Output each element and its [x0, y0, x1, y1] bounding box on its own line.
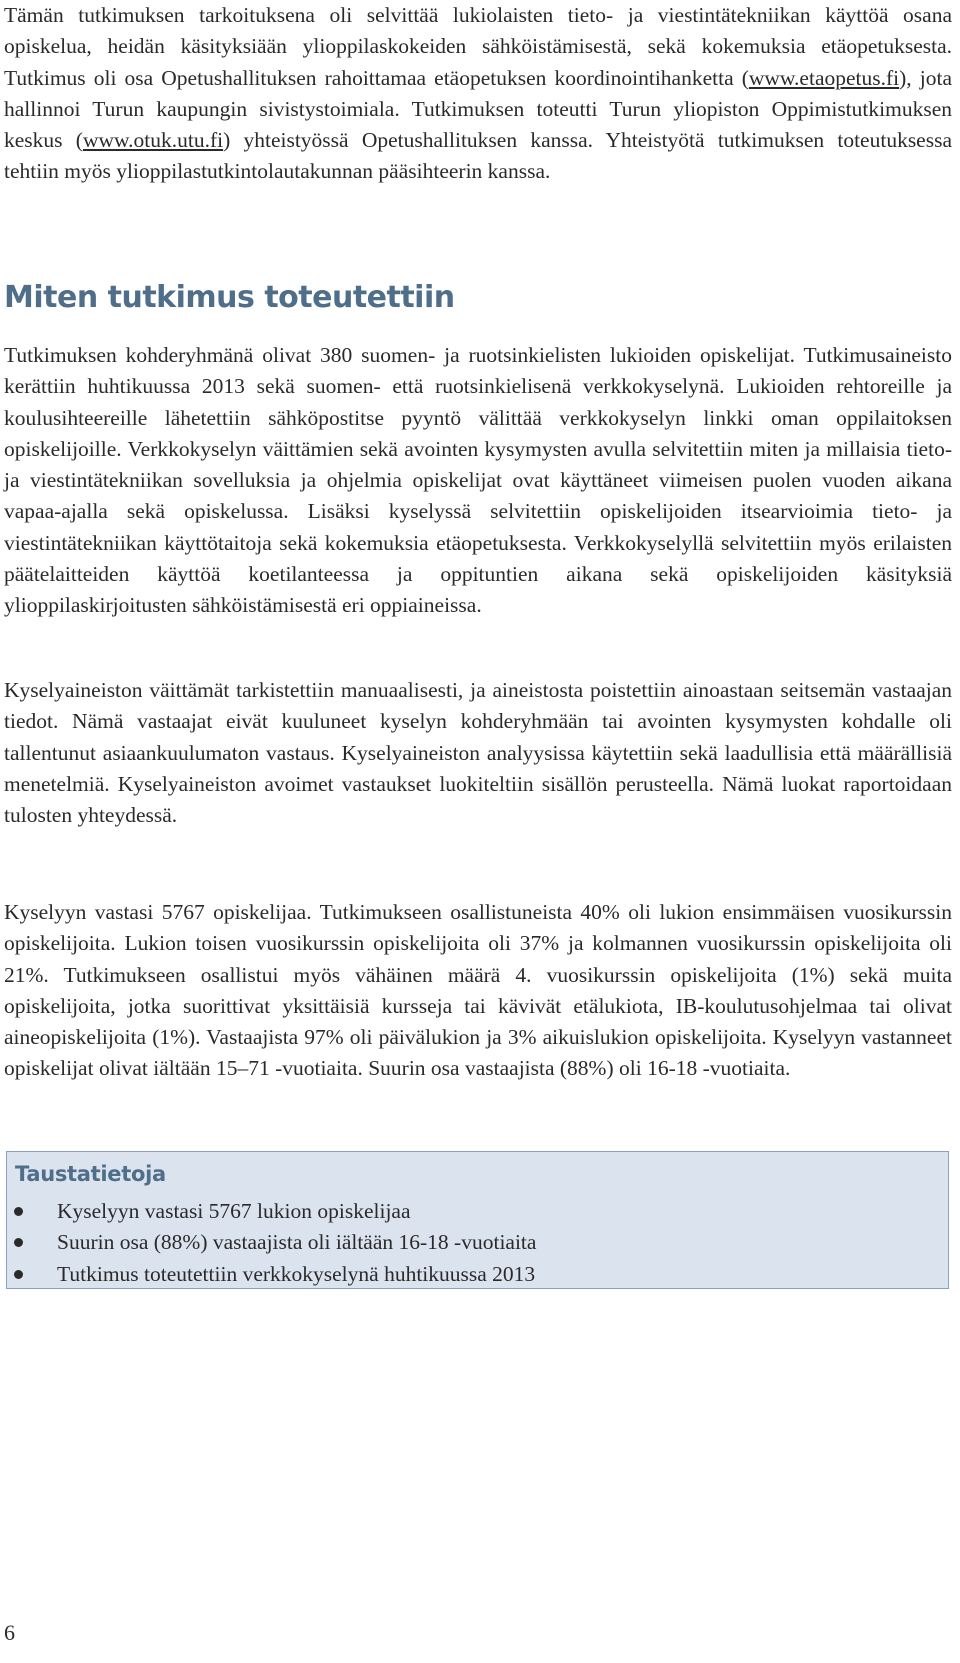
- page-number: 6: [4, 1620, 15, 1645]
- bullet-icon: [14, 1270, 23, 1279]
- intro-paragraph: [4, 0, 952, 188]
- bullet-icon: [14, 1207, 23, 1216]
- section-heading: Miten tutkimus toteutettiin: [4, 280, 455, 315]
- bullet-icon: [14, 1238, 23, 1247]
- intro-text-part2: ), jota hallinnoi Turun kaupungin sivistystoimiala. Tutkimuksen toteutti Turun yliopiston Oppimistutkimuksen keskus (: [4, 65, 952, 153]
- intro-text-part1: Tämän tutkimuksen tarkoituksena oli selvittää lukiolaisten tieto- ja viestintätekniikan käyttöä osana opiskelua, heidän käsityksiään ylioppilaskokeiden sähköistämisestä, sekä kokemuksia etäopetuksesta. Tutkimus oli osa Opetushallituksen rahoittamaa etäopetuksen koordinointihanketta (: [4, 3, 952, 90]
- background-info-box: [6, 1151, 949, 1289]
- etaopetus-link[interactable]: www.etaopetus.fi: [748, 65, 900, 90]
- otuk-link[interactable]: www.otuk.utu.fi: [82, 128, 224, 153]
- list-item-text: Suurin osa (88%) vastaajista oli iältään 16-18 -vuotiaita: [57, 1230, 537, 1255]
- list-item-text: Kyselyyn vastasi 5767 lukion opiskelijaa: [57, 1199, 411, 1223]
- method-paragraph-3: Kyselyyn vastasi 5767 opiskelijaa. Tutkimukseen osallistuneista 40% oli lukion ensimmäisen vuosikurssin opiskelijoita. Lukion toisen vuosikurssin opiskelijoita oli 37% ja kolmannen vuosikurssin opiskelijoita oli 21%. Tutkimukseen osallistui myös vähäinen määrä 4. vuosikurssin opiskelijoita (1%) sekä muita opiskelijoita, jotka suorittivat yksittäisiä kursseja tai kävivät etälukiota, IB-koulutusohjelmaa tai olivat aineopiskelijoita (1%). Vastaajista 97% oli päivälukion ja 3% aikuislukion opiskelijoita. Kyselyyn vastanneet opiskelijat olivat iältään 15–71 -vuotiaita. Suurin osa vastaajista (88%) oli 16-18 -vuotiaita.: [4, 900, 952, 1081]
- info-box-title: Taustatietoja: [15, 1162, 166, 1186]
- intro-text-part3: ) yhteistyössä Opetushallituksen kanssa. Yhteistyötä tutkimuksen toteutuksessa tehtiin myös ylioppilastutkintolautakunnan pääsihteerin kanssa.: [4, 128, 953, 184]
- list-item-text: Tutkimus toteutettiin verkkokyselynä huhtikuussa 2013: [57, 1261, 536, 1286]
- method-paragraph-1: Tutkimuksen kohderyhmänä olivat 380 suomen- ja ruotsinkielisten lukioiden opiskelijat. Tutkimusaineisto kerättiin huhtikuussa 2013 sekä suomen- että ruotsinkielisenä verkkokyselynä. Lukioiden rehtoreille ja koulusihteereille lähetettiin sähköpostitse pyyntö välittää verkkokyselyn linkki oman oppilaitoksen opiskelijoille. Verkkokyselyn väittämien sekä avointen kysymysten avulla selvitettiin miten ja millaisia tieto- ja viestintätekniikan sovelluksia ja ohjelmia opiskelijat ovat käyttäneet viimeisen puolen vuoden aikana vapaa-ajalla sekä opiskelussa. Lisäksi kyselyssä selvitettiin opiskelijoiden itsearvioimia tieto- ja viestintätekniikan käyttötaitoja sekä kokemuksia etäopetuksesta. Verkkokyselyllä selvitettiin myös erilaisten päätelaitteiden käyttöä koetilanteessa ja oppituntien aikana sekä opiskelijoiden käsityksiä ylioppilaskirjoitusten sähköistämisestä eri oppiaineissa.: [4, 343, 952, 618]
- method-paragraph-2: Kyselyaineiston väittämät tarkistettiin manuaalisesti, ja aineistosta poistettiin ainoastaan seitsemän vastaajan tiedot. Nämä vastaajat eivät kuuluneet kyselyn kohderyhmään tai avointen kysymysten kohdalle oli tallentunut asiaankuulumaton vastaus. Kyselyaineiston analyysissa käytettiin sekä laadullisia että määrällisiä menetelmiä. Kyselyaineiston avoimet vastaukset luokiteltiin sisällön perusteella. Nämä luokat raportoidaan tulosten yhteydessä.: [4, 678, 952, 828]
